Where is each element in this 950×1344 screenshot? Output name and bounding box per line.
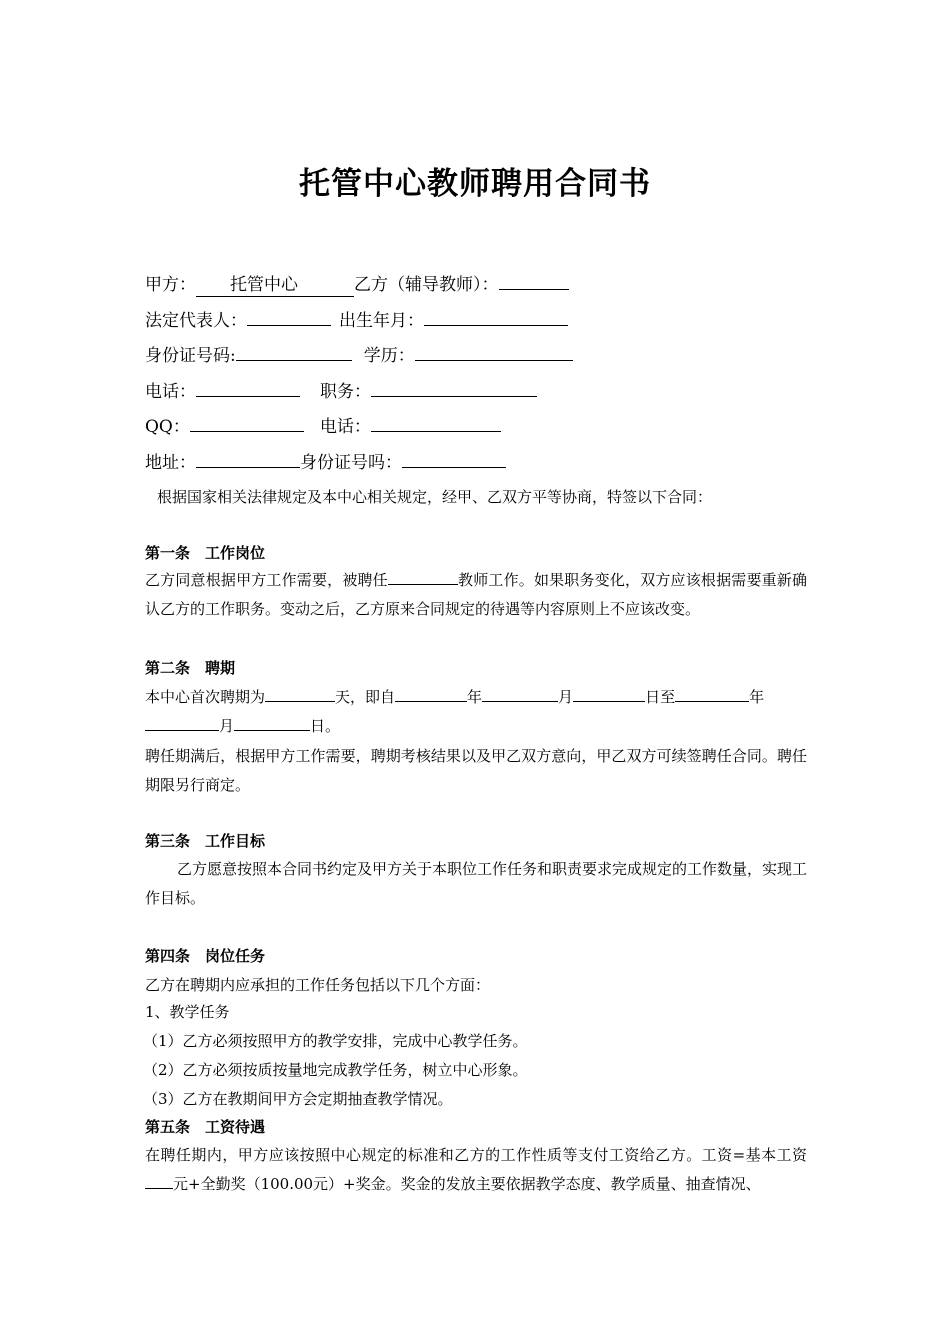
id-row xyxy=(145,344,573,367)
qq-blank xyxy=(190,415,304,432)
qq-label: QQ： xyxy=(145,417,190,437)
legal-rep-row xyxy=(145,309,568,332)
address-label: 地址： xyxy=(145,453,196,473)
article-5-heading: 第五条 工资待遇 xyxy=(145,1118,266,1136)
legal-rep-label: 法定代表人： xyxy=(145,311,247,331)
article-2-heading: 第二条 聘期 xyxy=(145,659,236,677)
phone2-label: 电话： xyxy=(319,417,371,437)
id2-blank xyxy=(402,451,506,468)
phone-label: 电话： xyxy=(145,382,196,402)
party-b-blank xyxy=(499,273,569,290)
phone-blank xyxy=(196,380,300,397)
address-blank xyxy=(196,451,300,468)
phone-row xyxy=(145,380,537,403)
article-1-text: 乙方同意根据甲方工作需要，被聘任 教师工作。如果职务变化，双方应该根据需要重新确认乙方的工作职务。变动之后，乙方原来合同规定的待遇等内容原则上不应该改变。 xyxy=(145,571,807,618)
position-label: 职务： xyxy=(320,382,371,402)
party-b-label: 乙方（辅导教师）： xyxy=(354,275,499,295)
article-3-text: 乙方愿意按照本合同书约定及甲方关于本职位工作任务和职责要求完成规定的工作数量，实现工作目标。 xyxy=(145,860,808,907)
article-4-intro: 乙方在聘期内应承担的工作任务包括以下几个方面： xyxy=(145,976,491,994)
document-title: 托管中心教师聘用合同书 xyxy=(299,166,651,202)
birth-blank xyxy=(424,309,568,326)
article-4-sub-2: （2）乙方必须按质按量地完成教学任务，树立中心形象。 xyxy=(143,1061,528,1079)
article-4-item-1: 1、教学任务 xyxy=(145,1003,230,1021)
article-4-heading: 第四条 岗位任务 xyxy=(145,947,266,965)
article-2-renewal: 聘任期满后，根据甲方工作需要，聘期考核结果以及甲乙双方意向，甲乙双方可续签聘任合同。聘任期限另行商定。 xyxy=(145,747,807,794)
phone2-blank xyxy=(371,415,501,432)
article-3-heading: 第三条 工作目标 xyxy=(145,832,266,850)
intro-text: 根据国家相关法律规定及本中心相关规定，经甲、乙双方平等协商，特签以下合同： xyxy=(157,488,713,506)
birth-label: 出生年月： xyxy=(339,311,424,331)
party-a-value: 托管中心 xyxy=(196,274,354,297)
legal-rep-blank xyxy=(247,309,331,326)
article-2-dates: 本中心首次聘期为 天，即自 年 月 日至 年 月 日。 xyxy=(145,688,765,735)
article-4-sub-3: （3）乙方在教期间甲方会定期抽查教学情况。 xyxy=(143,1090,453,1108)
id-label: 身份证号码: xyxy=(145,346,236,366)
address-row xyxy=(145,451,506,474)
article-5-text: 在聘任期内，甲方应该按照中心规定的标准和乙方的工作性质等支付工资给乙方。工资=基本工资元+全勤奖（100.00元）+奖金。奖金的发放主要依据教学态度、教学质量、抽查情况、 xyxy=(145,1146,807,1193)
qq-row xyxy=(145,415,501,438)
article-4-sub-1: （1）乙方必须按照甲方的教学安排，完成中心教学任务。 xyxy=(143,1032,528,1050)
article-1-heading: 第一条 工作岗位 xyxy=(145,544,266,562)
article-1-blank xyxy=(388,570,458,585)
id2-label: 身份证号吗： xyxy=(300,453,402,473)
party-a-row xyxy=(145,273,569,297)
education-blank xyxy=(415,344,573,361)
article-5-blank xyxy=(145,1174,173,1189)
party-a-label: 甲方： xyxy=(145,275,196,295)
id-blank xyxy=(236,344,352,361)
position-blank xyxy=(371,380,537,397)
education-label: 学历： xyxy=(363,346,415,366)
